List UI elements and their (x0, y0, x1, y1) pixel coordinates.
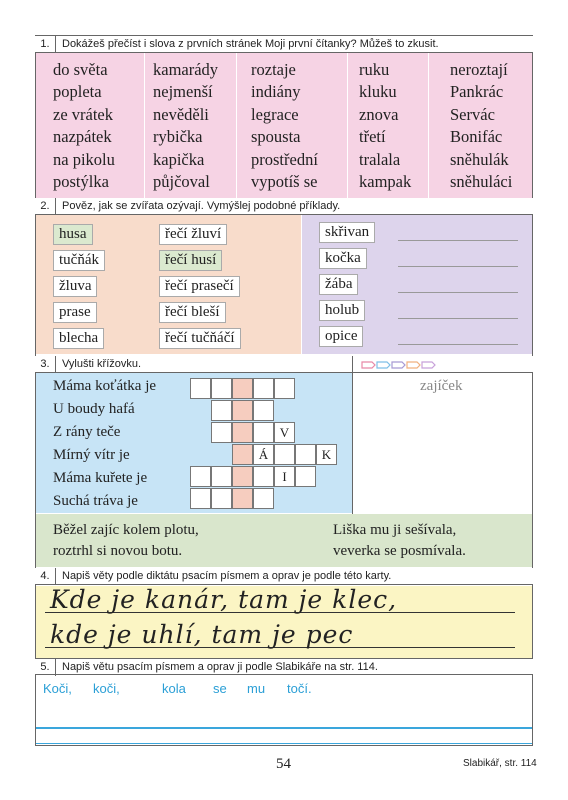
word: kapička (153, 149, 205, 169)
column-divider (236, 53, 237, 198)
word: rybička (153, 127, 203, 147)
speech-box[interactable]: řečí husí (159, 250, 222, 271)
word: Servác (450, 104, 495, 124)
section-number: 4. (35, 568, 56, 585)
crossword-cell[interactable] (211, 466, 232, 487)
word: indiány (251, 82, 301, 102)
word-column-3 (251, 59, 318, 193)
section-number: 5. (35, 659, 56, 676)
crossword-solution-cell[interactable] (232, 400, 253, 421)
writing-line[interactable] (398, 344, 518, 345)
column-divider (428, 53, 429, 198)
poem-right (333, 520, 466, 562)
crossword-cell[interactable] (253, 400, 274, 421)
section-divider (352, 356, 353, 514)
word: neroztají (450, 60, 508, 79)
section-number: 2. (35, 198, 56, 215)
word: prostřední (251, 149, 318, 169)
writing-line[interactable] (398, 240, 518, 241)
crossword-cell[interactable] (253, 488, 274, 509)
crossword-solution-cell[interactable] (232, 444, 253, 465)
section-instruction: Napiš větu psacím písmem a oprav ji podle Slabikáře na str. 114. (62, 661, 378, 673)
poem-line: Běžel zajíc kolem plotu, (53, 522, 199, 538)
handwritten-line: kde je uhlí, tam je pec (50, 620, 354, 649)
crossword-cell[interactable]: Á (253, 444, 274, 465)
section-instruction: Pověz, jak se zvířata ozývají. Vymýšlej podobné příklady. (62, 200, 341, 212)
word: kluku (359, 82, 397, 102)
section-4-header (35, 568, 533, 585)
crossword-solution-cell[interactable] (232, 466, 253, 487)
page-number: 54 (276, 756, 291, 772)
speech-box[interactable]: řečí prasečí (159, 276, 240, 297)
poem-line: veverka se posmívala. (333, 543, 466, 559)
word: ruku (359, 60, 390, 79)
word-column-2 (153, 59, 218, 193)
crossword-cell[interactable] (190, 488, 211, 509)
crossword-solution-cell[interactable] (232, 488, 253, 509)
crossword-cell[interactable] (295, 466, 316, 487)
crossword-cell[interactable]: V (274, 422, 295, 443)
word: kamarády (153, 60, 219, 79)
crossword-cell[interactable] (253, 378, 274, 399)
crossword-clue: U boudy hafá (53, 401, 135, 417)
poem-line: Liška mu ji sešívala, (333, 522, 457, 538)
writing-line[interactable] (398, 266, 518, 267)
writing-line[interactable] (398, 292, 518, 293)
speech-box[interactable]: řečí bleší (159, 302, 226, 323)
speech-box[interactable]: řečí žluví (159, 224, 227, 245)
crossword-clue: Mírný vítr je (53, 447, 130, 463)
crossword-clue: Máma koťátka je (53, 378, 157, 394)
word-column-1 (53, 59, 115, 193)
crossword-clue: Z rány teče (53, 424, 121, 440)
word: vypotíš se (251, 172, 318, 192)
word: na pikolu (53, 149, 115, 169)
crossword-cell[interactable] (190, 378, 211, 399)
crossword-solution-word: zajíček (420, 378, 463, 394)
word: sněhulák (450, 149, 509, 169)
sentence-word: Koči, (43, 681, 72, 696)
sentence-word: se (213, 681, 227, 696)
crossword-cell[interactable] (253, 422, 274, 443)
crossword-solution-cell[interactable] (232, 378, 253, 399)
word: nevěděli (153, 104, 209, 124)
crossword-cell[interactable] (274, 444, 295, 465)
animal-box[interactable]: prase (53, 302, 97, 323)
crossword-solution-cell[interactable] (232, 422, 253, 443)
animal-word-box: holub (319, 300, 365, 321)
animal-word-box: žába (319, 274, 358, 295)
handwritten-line: Kde je kanár, tam je klec, (50, 585, 398, 614)
word: půjčoval (153, 172, 210, 192)
crossword-cell[interactable] (211, 400, 232, 421)
crossword-cell[interactable]: I (274, 466, 295, 487)
animal-box[interactable]: blecha (53, 328, 104, 349)
writing-line-bottom (36, 743, 532, 744)
crossword-cell[interactable] (295, 444, 316, 465)
crossword-cell[interactable]: K (316, 444, 337, 465)
word-column-4 (359, 59, 411, 193)
animal-word-box: opice (319, 326, 363, 347)
word: třetí (359, 127, 386, 147)
crossword-clue: Suchá tráva je (53, 493, 138, 509)
section-1-header (35, 36, 533, 53)
word: Pankrác (450, 82, 504, 102)
word: postýlka (53, 172, 109, 192)
animal-box[interactable]: husa (53, 224, 93, 245)
sentence-word: koči, (93, 681, 120, 696)
section-number: 1. (35, 36, 56, 53)
word: roztaje (251, 60, 296, 79)
animal-box[interactable]: žluva (53, 276, 97, 297)
crossword-cell[interactable] (211, 378, 232, 399)
poem-line: roztrhl si novou botu. (53, 543, 183, 559)
word: kampak (359, 172, 412, 192)
section-5-header (35, 658, 533, 675)
word: sněhuláci (450, 172, 513, 192)
sentence-word: kola (162, 681, 186, 696)
crossword-cell[interactable] (211, 488, 232, 509)
crossword-cell[interactable] (190, 466, 211, 487)
section-3-header (35, 356, 533, 373)
section-instruction: Vylušti křížovku. (62, 358, 142, 370)
section-instruction: Napiš věty podle diktátu psacím písmem a oprav je podle této karty. (62, 570, 392, 582)
word: nazpátek (53, 127, 112, 147)
word: znova (359, 104, 399, 124)
writing-baseline[interactable] (36, 727, 532, 729)
book-reference: Slabikář, str. 114 (463, 758, 537, 769)
pencils-icon (360, 358, 438, 372)
crossword-cell[interactable] (274, 378, 295, 399)
crossword-cell[interactable] (253, 466, 274, 487)
section-2-header (35, 198, 533, 215)
column-divider (144, 53, 145, 198)
animal-word-box: skřivan (319, 222, 375, 243)
word: tralala (359, 149, 401, 169)
word: legrace (251, 104, 299, 124)
animal-box[interactable]: tučňák (53, 250, 105, 271)
word: nejmenší (153, 82, 213, 102)
word: ze vrátek (53, 104, 113, 124)
crossword-cell[interactable] (211, 422, 232, 443)
crossword-clue: Máma kuřete je (53, 470, 148, 486)
sentence-word: točí. (287, 681, 312, 696)
word-column-5 (450, 59, 512, 193)
word: Bonifác (450, 127, 503, 147)
poem-left (53, 520, 199, 562)
word: popleta (53, 82, 102, 102)
writing-line[interactable] (398, 318, 518, 319)
column-divider (347, 53, 348, 198)
word: do světa (53, 60, 108, 79)
speech-box[interactable]: řečí tučňáčí (159, 328, 241, 349)
animal-word-box: kočka (319, 248, 367, 269)
section-instruction: Dokážeš přečíst i slova z prvních stránek Moji první čítanky? Můžeš to zkusit. (62, 38, 439, 50)
section-number: 3. (35, 356, 56, 373)
word: spousta (251, 127, 301, 147)
sentence-word: mu (247, 681, 266, 696)
